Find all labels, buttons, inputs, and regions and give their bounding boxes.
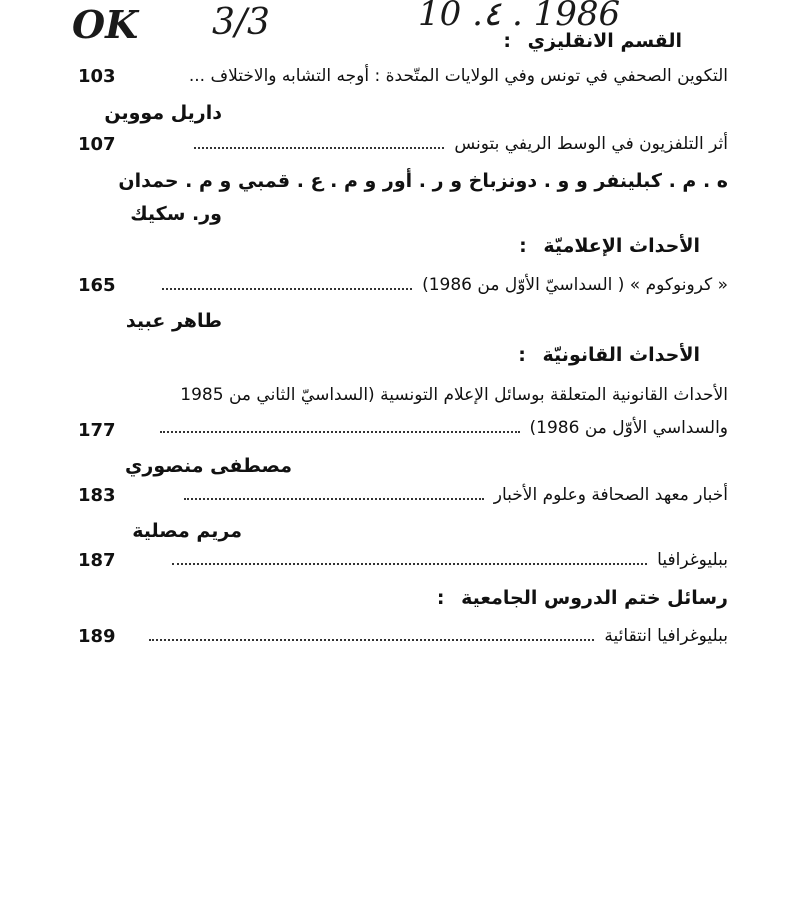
handwritten-fraction: 3/3 [212, 2, 270, 43]
toc-entry-title: الأحداث القانونية المتعلقة بوسائل الإعلام التونسية (السداسيّ الثاني من 1985 [180, 385, 728, 405]
toc-entry-author-continued: ور. سكيك [130, 203, 222, 225]
toc-entry-page: 107 [78, 134, 116, 155]
section-heading-text: الأحداث القانونيّة [542, 344, 700, 366]
leader-dots [160, 431, 520, 433]
toc-entry-author: مصطفى منصوري [124, 455, 292, 477]
toc-entry-author: داريل مووين [104, 102, 222, 124]
toc-entry-page: 177 [78, 420, 116, 441]
toc-entry-page: 187 [78, 550, 116, 571]
section-heading-text: الأحداث الإعلاميّة [543, 235, 700, 257]
toc-entry-title [184, 134, 728, 154]
toc-entry-page: 165 [78, 275, 116, 296]
leader-dots [194, 147, 444, 149]
toc-entry-title [139, 626, 728, 646]
section-heading-legal [518, 344, 700, 366]
section-heading-theses [437, 587, 728, 609]
toc-entry-page: 183 [78, 485, 116, 506]
section-heading-colon: : [436, 587, 445, 609]
section-heading-colon: : [518, 344, 526, 366]
section-heading-colon: : [519, 235, 527, 257]
leader-dots [184, 498, 484, 500]
toc-entry-author: طاهر عبيد [125, 310, 222, 332]
toc-entry-title [162, 550, 728, 570]
toc-entry-title-continued [150, 418, 728, 438]
toc-entry-title [152, 275, 728, 295]
toc-entry-title-text: أثر التلفزيون في الوسط الريفي بتونس [454, 134, 728, 154]
leader-dots [172, 563, 647, 565]
section-heading-colon: : [503, 30, 511, 52]
handwritten-date: 10 .٤ . 1986 [418, 0, 621, 34]
toc-entry-title [174, 485, 728, 505]
toc-entry-author: ه . م . كبلينفر و و . دونزباخ و ر . أور و م . ع . قمبي و م . حمدان [118, 170, 728, 192]
toc-entry-page: 103 [78, 66, 116, 87]
section-heading-media [519, 235, 700, 257]
leader-dots [162, 288, 412, 290]
section-heading-english [503, 30, 682, 52]
toc-entry-author: مريم مصلية [132, 520, 242, 542]
section-heading-text: القسم الانقليزي [527, 30, 682, 52]
toc-entry-title-text: ببليوغرافيا انتقائية [604, 626, 728, 646]
section-heading-text: رسائل ختم الدروس الجامعية [461, 587, 728, 609]
handwritten-ok: OK [72, 2, 139, 47]
toc-entry-title-text: ببليوغرافيا [657, 550, 728, 570]
toc-entry-page: 189 [78, 626, 116, 647]
toc-entry-title: التكوين الصحفي في تونس وفي الولايات المتّحدة : أوجه التشابه والاختلاف ... [188, 66, 728, 86]
toc-entry-title-text: « كرونوكوم » ( السداسيّ الأوّل من 1986) [422, 275, 728, 295]
toc-entry-title-text: أخبار معهد الصحافة وعلوم الأخبار [493, 485, 728, 505]
leader-dots [149, 639, 594, 641]
toc-entry-title-text: والسداسي الأوّل من 1986) [529, 418, 728, 438]
